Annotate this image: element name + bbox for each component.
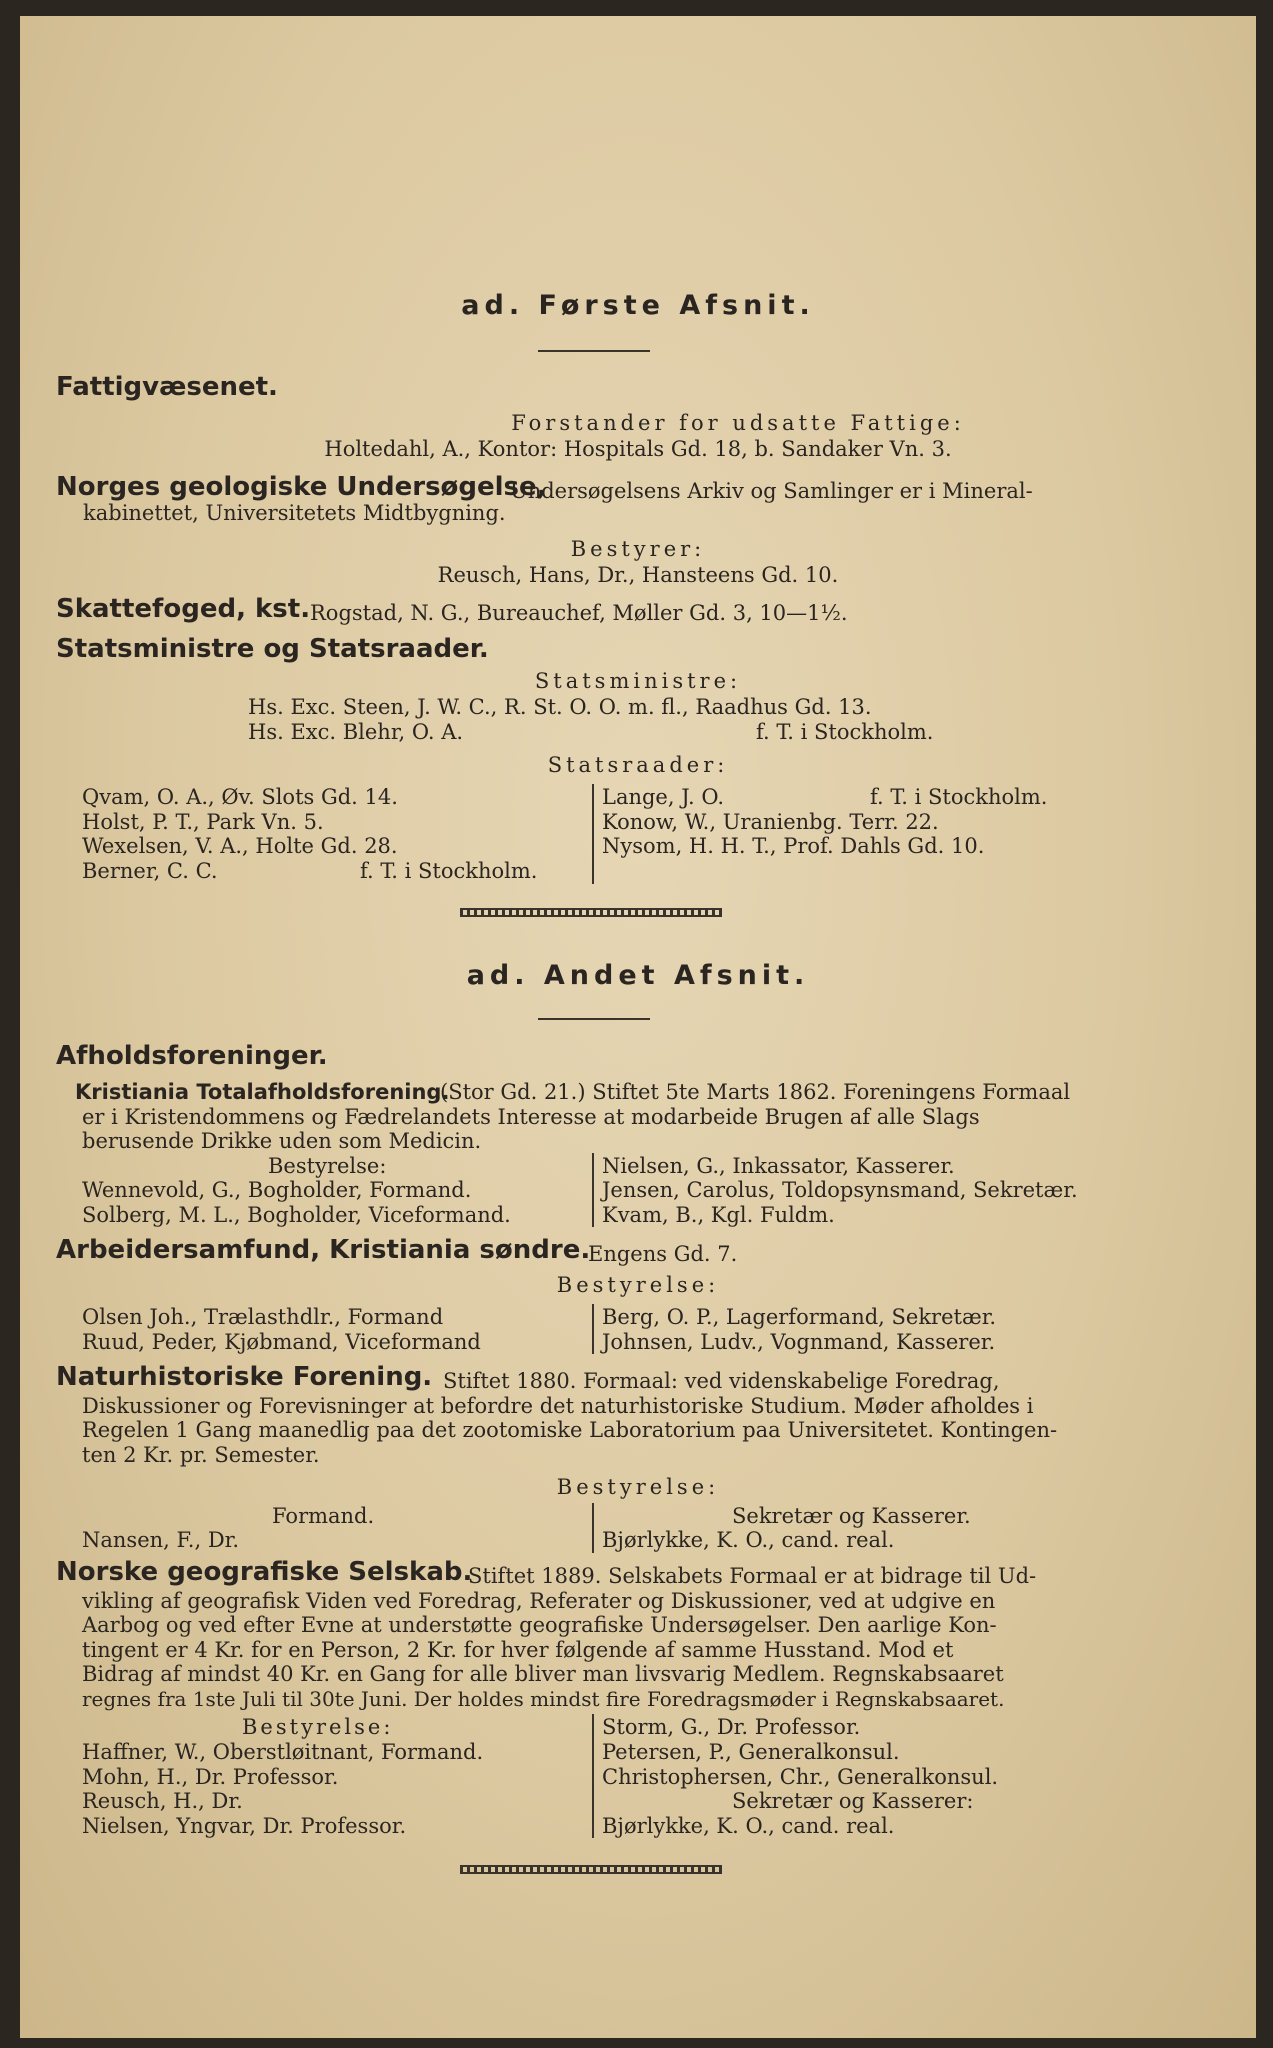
afhold-right-1: Nielsen, G., Inkassator, Kasserer. [602,1154,955,1178]
skatte-title: Skattefoged, kst. [56,594,311,624]
arbeider-right-1: Berg, O. P., Lagerformand, Sekretær. [602,1305,997,1329]
arbeider-text: Engens Gd. 7. [588,1242,738,1266]
geo-title: Norske geografiske Selskab. [56,1557,473,1587]
stats-left-1: Qvam, O. A., Øv. Slots Gd. 14. [82,785,398,809]
stats-left-4a: Berner, C. C. [82,859,218,883]
natur-p3: Regelen 1 Gang maanedlig paa det zootomiske Laboratorium paa Universitetet. Kontingen- [82,1418,1058,1442]
afhold-sub: Bestyrelse: [268,1154,387,1178]
fattig-title: Fattigvæsenet. [56,372,278,402]
stats-m1: Hs. Exc. Steen, J. W. C., R. St. O. O. m. fl., Raadhus Gd. 13. [248,695,872,719]
skatte-text: Rogstad, N. G., Bureauchef, Møller Gd. 3, 10—1½. [310,601,848,625]
heading-rule [538,350,650,352]
natur-p1: Stiftet 1880. Formaal: ved videnskabelige Foredrag, [443,1369,1000,1393]
stats-right-3: Nysom, H. H. T., Prof. Dahls Gd. 10. [602,834,985,858]
arbeider-right-2: Johnsen, Ludv., Vognmand, Kasserer. [602,1330,996,1354]
geo-p3: Aarbog og ved efter Evne at understøtte geografiske Undersøgelser. Den aarlige Kon- [82,1613,997,1637]
afhold-org [75,1079,449,1105]
stats-sub2: Statsraader: [547,753,729,777]
stats-left-3: Wexelsen, V. A., Holte Gd. 28. [82,834,398,858]
afhold-p2: er i Kristendommens og Fædrelandets Interesse at modarbeide Brugen af alle Slags [82,1105,980,1129]
ornamental-rule [460,1865,722,1874]
geo-right-2: Petersen, P., Generalkonsul. [602,1740,900,1764]
geologi-text1: Undersøgelsens Arkiv og Samlinger er i Mineral- [510,479,1033,503]
geologi-title: Norges geologiske Undersøgelse, [56,472,547,502]
afhold-right-3: Kvam, B., Kgl. Fuldm. [602,1203,835,1227]
afhold-right-2: Jensen, Carolus, Toldopsynsmand, Sekretær. [602,1178,1078,1202]
stats-m2a: Hs. Exc. Blehr, O. A. [248,720,464,744]
fattig-sub: Forstander for udsatte Fattige: [511,411,965,435]
afhold-p3: berusende Drikke uden som Medicin. [82,1129,482,1153]
geologi-sub: Bestyrer: [570,537,706,561]
afhold-p1: (Stor Gd. 21.) Stiftet 5te Marts 1862. Foreningens Formaal [440,1080,1071,1104]
stats-sub1: Statsministre: [534,669,742,693]
column-divider [592,1503,594,1553]
geo-right-role: Sekretær og Kasserer: [732,1789,974,1813]
afhold-left-2: Solberg, M. L., Bogholder, Viceformand. [82,1203,511,1227]
heading-rule [538,1018,650,1020]
stats-right-2: Konow, W., Uranienbg. Terr. 22. [602,810,939,834]
natur-title: Naturhistoriske Forening. [56,1362,433,1392]
section-heading-first: ad. Første Afsnit. [461,290,815,321]
column-divider [592,1714,594,1838]
arbeider-sub: Bestyrelse: [556,1273,720,1297]
fattig-line: Holtedahl, A., Kontor: Hospitals Gd. 18, b. Sandaker Vn. 3. [324,437,952,461]
geo-p6: regnes fra 1ste Juli til 30te Juni. Der holdes mindst fire Foredragsmøder i Regnskabsaaret. [82,1687,1005,1711]
stats-right-1b: f. T. i Stockholm. [870,785,1048,809]
afhold-org-name: Kristiania Totalafholdsforening. [75,1080,450,1104]
natur-left-name: Nansen, F., Dr. [82,1528,240,1552]
stats-m2b: f. T. i Stockholm. [756,720,934,744]
geo-right-last: Bjørlykke, K. O., cand. real. [602,1814,895,1838]
geo-p1: Stiftet 1889. Selskabets Formaal er at bidrage til Ud- [468,1564,1037,1588]
afhold-title: Afholdsforeninger. [56,1041,328,1071]
document-page [20,16,1256,2038]
natur-p4: ten 2 Kr. pr. Semester. [82,1443,320,1467]
stats-left-2: Holst, P. T., Park Vn. 5. [82,810,324,834]
geo-right-3: Christophersen, Chr., Generalkonsul. [602,1765,999,1789]
geo-right-1: Storm, G., Dr. Professor. [602,1715,861,1739]
geo-left-3: Reusch, H., Dr. [82,1789,243,1813]
column-divider [592,1153,594,1227]
geo-left-2: Mohn, H., Dr. Professor. [82,1765,339,1789]
arbeider-title: Arbeidersamfund, Kristiania søndre. [56,1235,591,1265]
geo-left-1: Haffner, W., Oberstløitnant, Formand. [82,1740,484,1764]
natur-p2: Diskussioner og Forevisninger at befordre det naturhistoriske Studium. Møder afholdes i [82,1394,1034,1418]
afhold-left-1: Wennevold, G., Bogholder, Formand. [82,1178,472,1202]
geo-left-4: Nielsen, Yngvar, Dr. Professor. [82,1814,407,1838]
geologi-text2: kabinettet, Universitetets Midtbygning. [83,501,506,525]
geo-p4: tingent er 4 Kr. for en Person, 2 Kr. for hver følgende af samme Husstand. Mod et [82,1638,954,1662]
arbeider-left-2: Ruud, Peder, Kjøbmand, Viceformand [82,1330,481,1354]
stats-right-1a: Lange, J. O. [602,785,725,809]
column-divider [592,1304,594,1354]
geologi-line: Reusch, Hans, Dr., Hansteens Gd. 10. [437,563,839,587]
ornamental-rule [460,908,722,917]
natur-sub: Bestyrelse: [556,1475,720,1499]
section-heading-second: ad. Andet Afsnit. [466,960,810,991]
stats-title: Statsministre og Statsraader. [56,634,489,664]
natur-right-role: Sekretær og Kasserer. [732,1504,971,1528]
geo-p5: Bidrag af mindst 40 Kr. en Gang for alle bliver man livsvarig Medlem. Regnskabsaaret [82,1662,1004,1686]
geo-p2: vikling af geografisk Viden ved Foredrag, Referater og Diskussioner, ved at udgive en [82,1589,996,1613]
natur-left-role: Formand. [272,1504,375,1528]
natur-right-name: Bjørlykke, K. O., cand. real. [602,1528,895,1552]
column-divider [592,784,594,884]
arbeider-left-1: Olsen Joh., Trælasthdlr., Formand [82,1305,444,1329]
stats-left-4b: f. T. i Stockholm. [360,859,538,883]
geo-sub: Bestyrelse: [242,1715,394,1739]
